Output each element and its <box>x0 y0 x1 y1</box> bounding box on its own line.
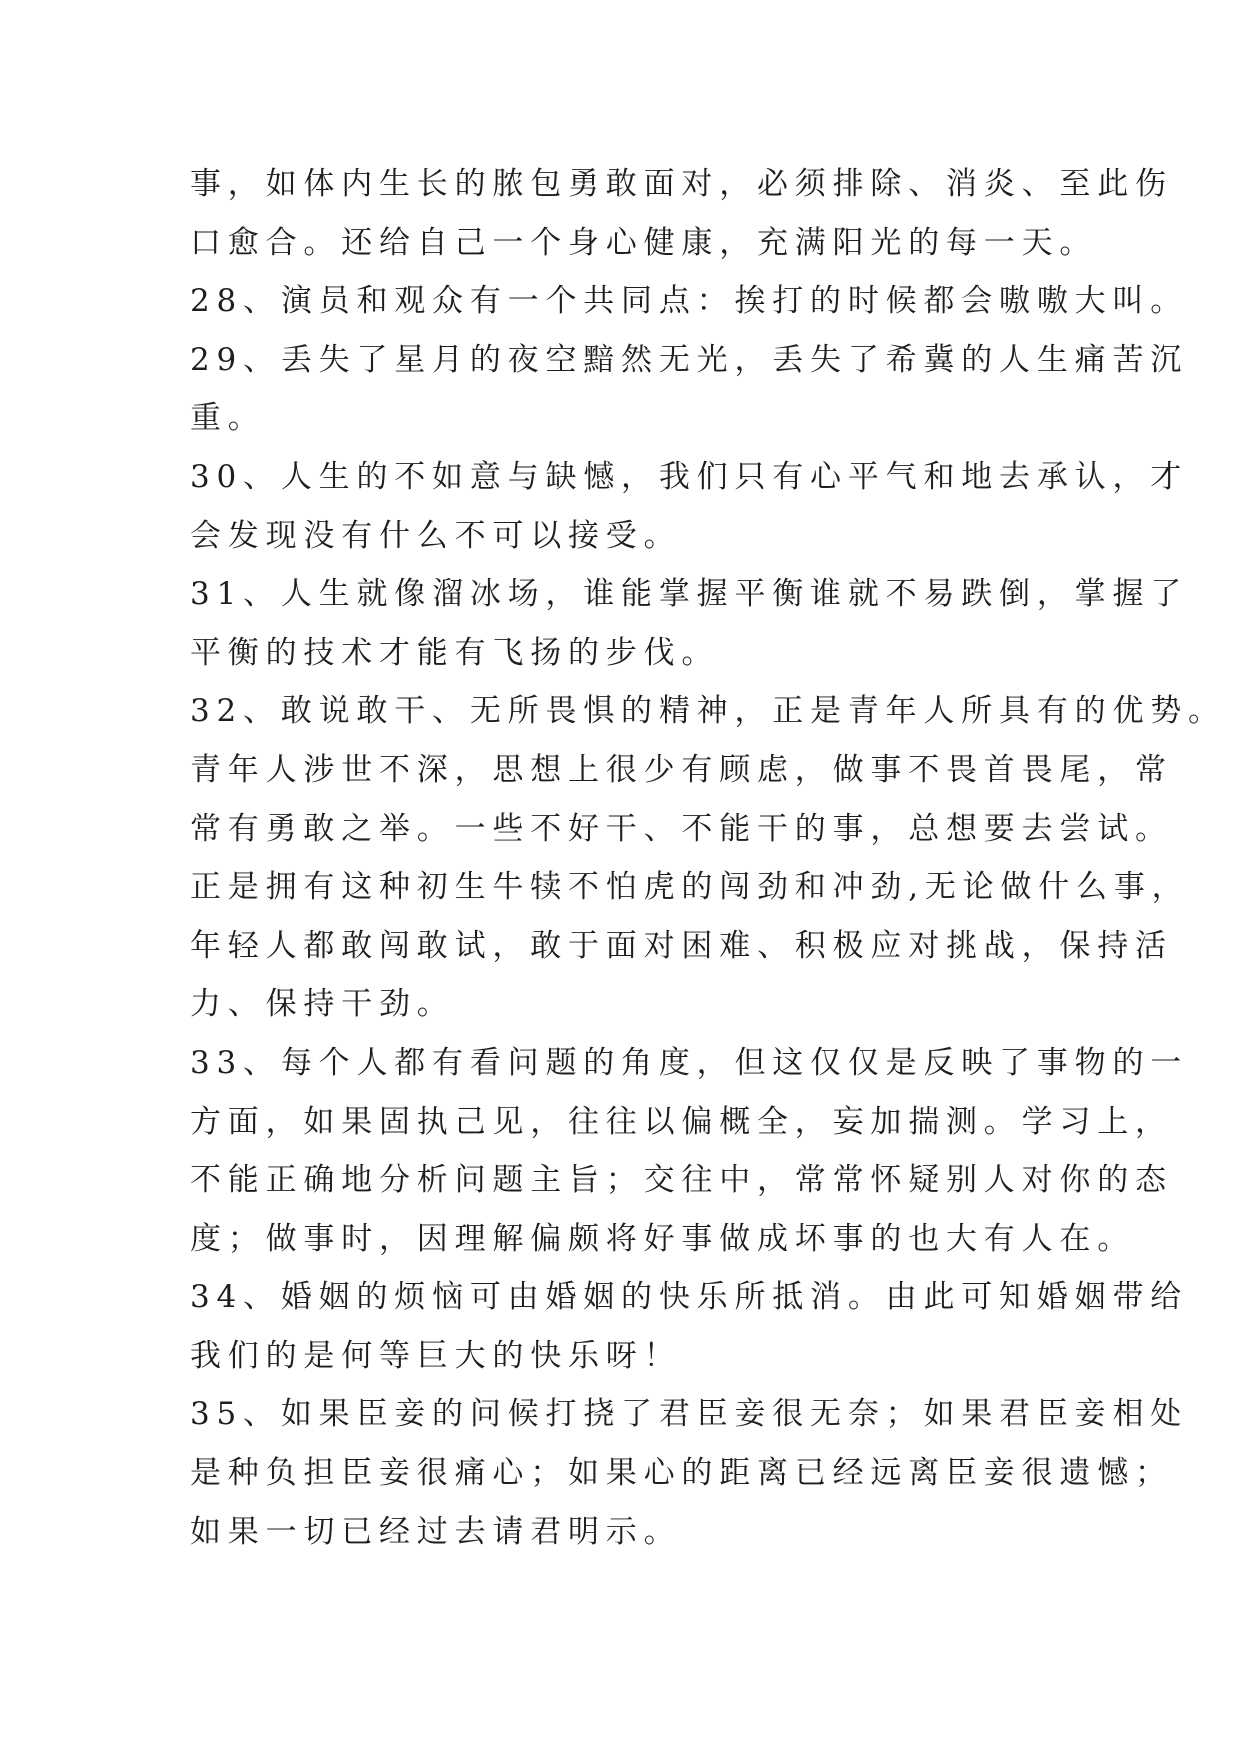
text-line: 平衡的技术才能有飞扬的步伐。 <box>190 634 720 671</box>
text-line: 重。 <box>190 400 266 437</box>
body-text <box>190 155 1226 1561</box>
text-line: 年轻人都敢闯敢试，敢于面对困难、积极应对挑战，保持活 <box>190 927 1173 964</box>
text-line: 31、人生就像溜冰场，谁能掌握平衡谁就不易跌倒，掌握了 <box>190 576 1189 613</box>
text-line: 32、敢说敢干、无所畏惧的精神，正是青年人所具有的优势。 <box>190 693 1226 730</box>
text-line: 33、每个人都有看问题的角度，但这仅仅是反映了事物的一 <box>190 1044 1189 1081</box>
text-line: 如果一切已经过去请君明示。 <box>190 1513 682 1550</box>
text-line: 会发现没有什么不可以接受。 <box>190 517 682 554</box>
text-line: 35、如果臣妾的问候打挠了君臣妾很无奈；如果君臣妾相处 <box>190 1396 1189 1433</box>
text-line: 青年人涉世不深，思想上很少有顾虑，做事不畏首畏尾，常 <box>190 751 1173 788</box>
text-line: 常有勇敢之举。一些不好干、不能干的事，总想要去尝试。 <box>190 810 1173 847</box>
text-line: 28、演员和观众有一个共同点：挨打的时候都会嗷嗷大叫。 <box>190 283 1189 320</box>
text-line: 事，如体内生长的脓包勇敢面对，必须排除、消炎、至此伤 <box>190 166 1173 202</box>
text-line: 口愈合。还给自己一个身心健康，充满阳光的每一天。 <box>190 224 1098 261</box>
text-line: 30、人生的不如意与缺憾，我们只有心平气和地去承认，才 <box>190 458 1189 495</box>
text-line: 不能正确地分析问题主旨；交往中，常常怀疑别人对你的态 <box>190 1162 1173 1199</box>
text-line: 力、保持干劲。 <box>190 986 455 1023</box>
text-line: 正是拥有这种初生牛犊不怕虎的闯劲和冲劲,无论做什么事， <box>190 869 1190 906</box>
text-line: 方面，如果固执己见，往往以偏概全，妄加揣测。学习上， <box>190 1103 1173 1140</box>
text-line: 29、丢失了星月的夜空黯然无光，丢失了希冀的人生痛苦沉 <box>190 341 1189 378</box>
text-line: 34、婚姻的烦恼可由婚姻的快乐所抵消。由此可知婚姻带给 <box>190 1279 1189 1316</box>
text-line: 度；做事时，因理解偏颇将好事做成坏事的也大有人在。 <box>190 1220 1135 1257</box>
text-line: 是种负担臣妾很痛心；如果心的距离已经远离臣妾很遗憾； <box>190 1455 1173 1492</box>
text-line: 我们的是何等巨大的快乐呀！ <box>190 1337 682 1374</box>
